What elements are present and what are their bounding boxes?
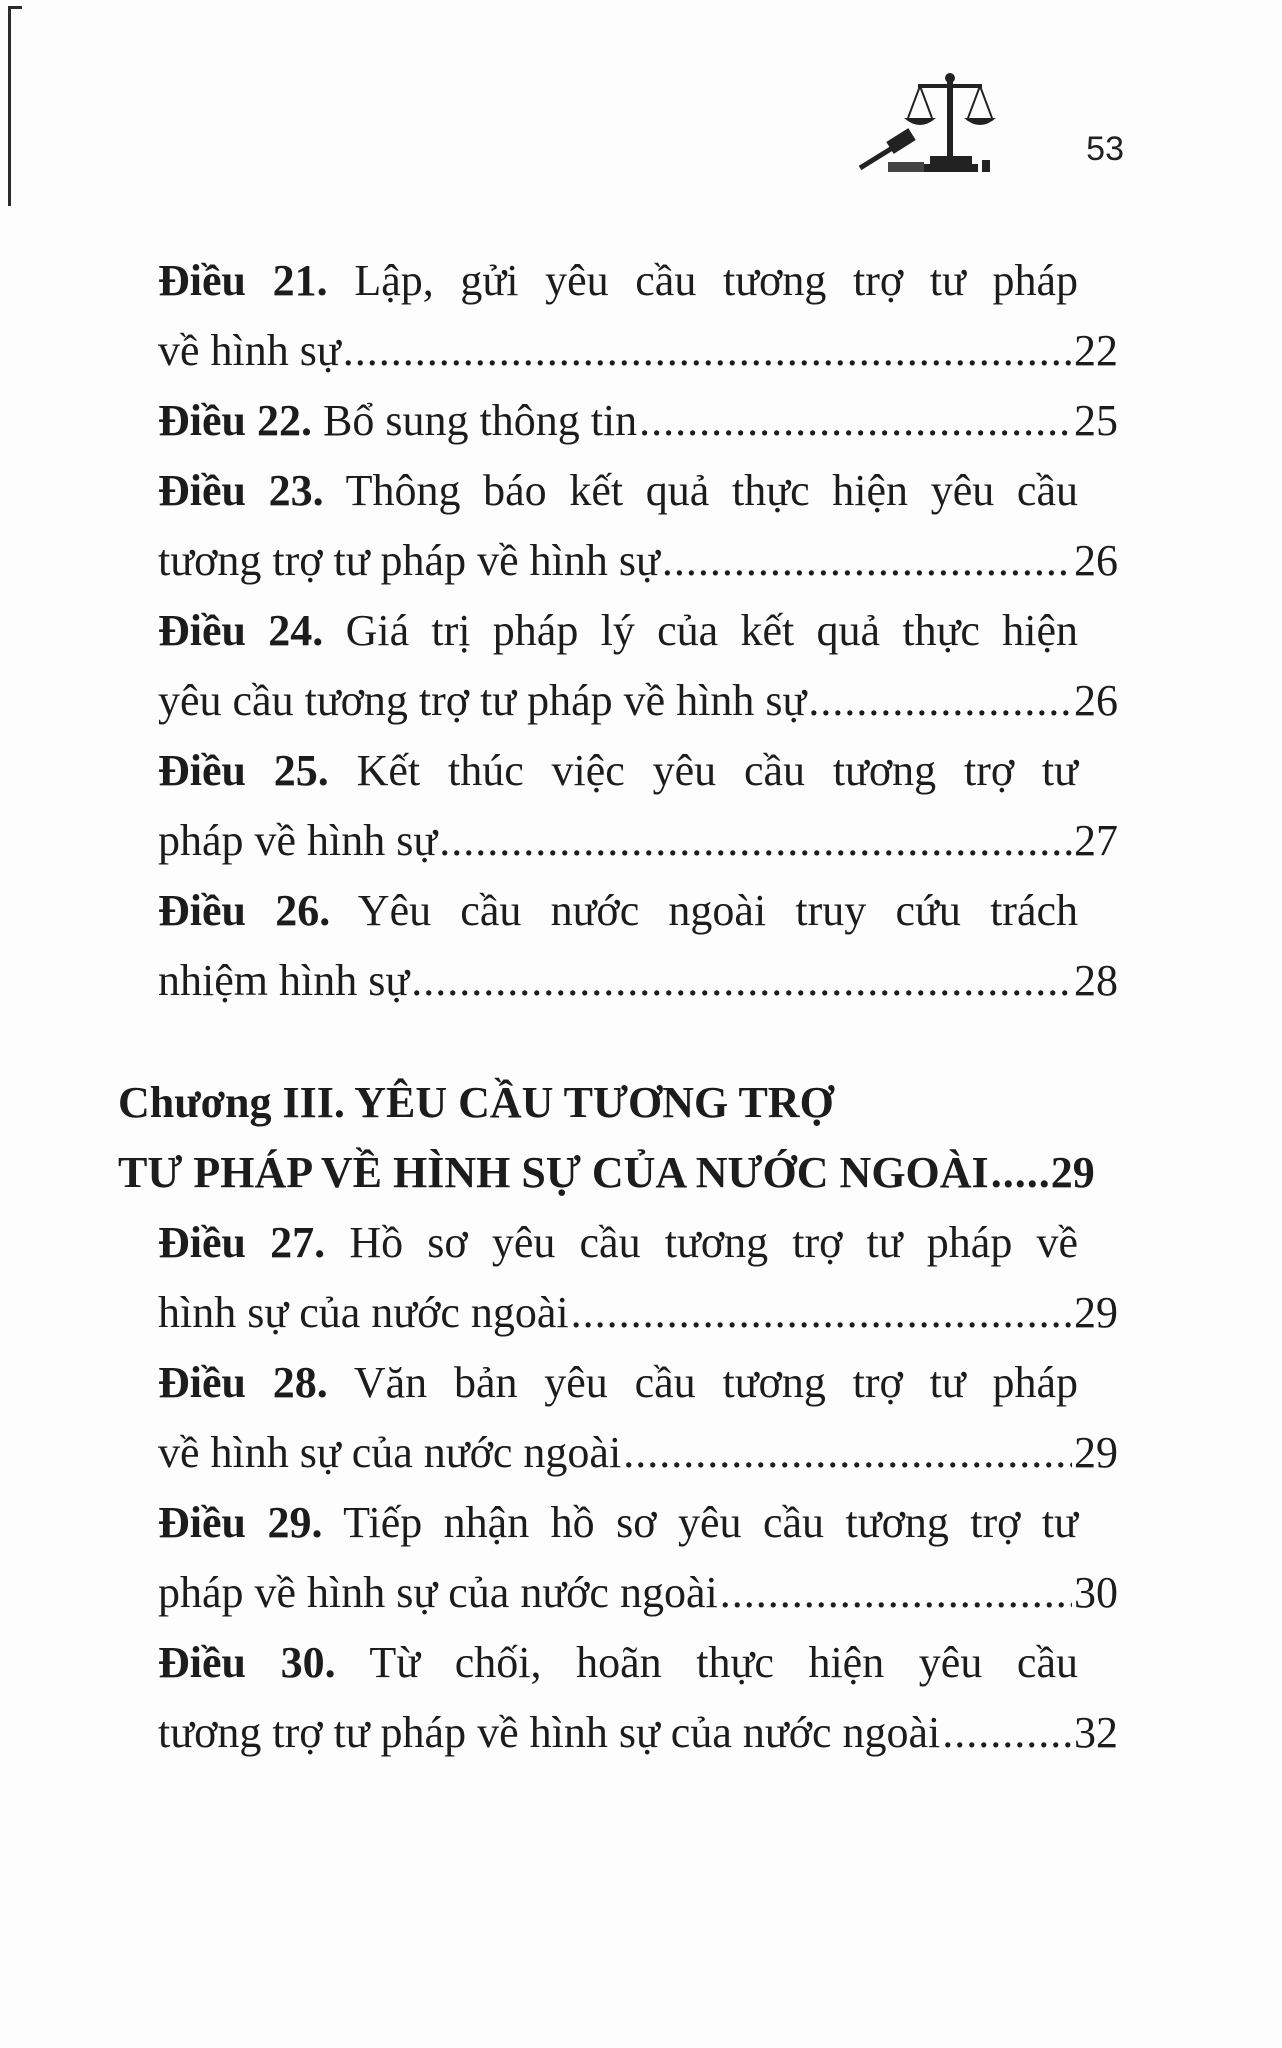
leader-dots: [639, 386, 1072, 456]
toc-entry-label: Điều 25.: [158, 746, 329, 795]
toc-entry-dieu-22[interactable]: [118, 386, 1118, 456]
toc-entry-title-cont: yêu cầu tương trợ tư pháp về hình sự: [158, 676, 807, 725]
toc-entry-page: 32: [1074, 1708, 1118, 1757]
chapter-title-cont: TƯ PHÁP VỀ HÌNH SỰ CỦA NƯỚC NGOÀI: [118, 1148, 989, 1197]
toc-entry-label: Điều 27.: [158, 1218, 326, 1267]
toc-entry-title: Văn bản yêu cầu tương trợ tư pháp: [353, 1358, 1078, 1407]
toc-entry-title-cont: tương trợ tư pháp về hình sự của nước ngoài: [158, 1708, 941, 1757]
leader-dots: [662, 526, 1072, 596]
toc-entry-page: 26: [1074, 536, 1118, 585]
toc-entry-title: Thông báo kết quả thực hiện yêu cầu: [345, 466, 1078, 515]
page-edge-mark: [8, 6, 11, 206]
toc-entry-page: 22: [1074, 326, 1118, 375]
toc-entry-title: Giá trị pháp lý của kết quả thực hiện: [345, 606, 1079, 655]
toc-entry-page: 26: [1074, 676, 1118, 725]
toc-entry-label: Điều 29.: [158, 1498, 323, 1547]
toc-entry-title-cont: về hình sự của nước ngoài: [158, 1428, 622, 1477]
toc-entry-label: Điều 28.: [158, 1358, 328, 1407]
table-of-contents: [118, 246, 1118, 1768]
page-edge-mark-top: [8, 6, 22, 9]
toc-entry-page: 29: [1074, 1288, 1118, 1337]
chapter-page: 29: [1050, 1148, 1095, 1197]
toc-entry-page: 29: [1074, 1428, 1118, 1477]
toc-entry-title: Bổ sung thông tin: [323, 396, 638, 445]
leader-dots: [720, 1558, 1072, 1628]
toc-entry-title: Yêu cầu nước ngoài truy cứu trách: [357, 886, 1079, 935]
leader-dots: [942, 1698, 1072, 1768]
toc-entry-page: 30: [1074, 1568, 1118, 1617]
toc-entry-title-cont: pháp về hình sự: [158, 816, 438, 865]
leader-dots: [571, 1278, 1072, 1348]
leader-dots: [439, 806, 1072, 876]
leader-dots: [808, 666, 1072, 736]
leader-dots: [623, 1418, 1072, 1488]
toc-entry-dieu-26[interactable]: [118, 876, 1118, 1016]
page-number: 53: [1086, 130, 1124, 168]
toc-entry-page: 28: [1074, 956, 1118, 1005]
leader-dots: [343, 316, 1072, 386]
toc-entry-label: Điều 26.: [158, 886, 331, 935]
toc-entry-dieu-29[interactable]: [118, 1488, 1118, 1628]
toc-entry-title-cont: nhiệm hình sự: [158, 956, 410, 1005]
toc-entry-title-cont: tương trợ tư pháp về hình sự: [158, 536, 660, 585]
toc-entry-label: Điều 24.: [158, 606, 324, 655]
toc-chapter-iii[interactable]: [118, 1068, 1118, 1208]
toc-entry-title-cont: hình sự của nước ngoài: [158, 1288, 569, 1337]
toc-entry-page: 27: [1074, 816, 1118, 865]
toc-entry-dieu-25[interactable]: [118, 736, 1118, 876]
toc-entry-dieu-23[interactable]: [118, 456, 1118, 596]
leader-dots: [991, 1138, 1049, 1208]
toc-entry-title-cont: về hình sự: [158, 326, 341, 375]
toc-entry-title: Lập, gửi yêu cầu tương trợ tư pháp: [354, 256, 1079, 305]
toc-entry-title: Hồ sơ yêu cầu tương trợ tư pháp về: [349, 1218, 1079, 1267]
scales-and-gavel-icon: [858, 64, 1038, 176]
toc-entry-page: 25: [1074, 396, 1118, 445]
toc-entry-label: Điều 23.: [158, 466, 324, 515]
toc-entry-dieu-21[interactable]: [118, 246, 1118, 386]
toc-entry-title-cont: pháp về hình sự của nước ngoài: [158, 1568, 718, 1617]
toc-entry-title: Từ chối, hoãn thực hiện yêu cầu: [369, 1638, 1078, 1687]
chapter-title: Chương III. YÊU CẦU TƯƠNG TRỢ: [118, 1078, 834, 1127]
toc-entry-dieu-24[interactable]: [118, 596, 1118, 736]
leader-dots: [411, 946, 1072, 1016]
toc-entry-label: Điều 30.: [158, 1638, 336, 1687]
toc-entry-label: Điều 21.: [158, 256, 328, 305]
toc-entry-label: Điều 22.: [158, 396, 312, 445]
toc-entry-dieu-27[interactable]: [118, 1208, 1118, 1348]
toc-entry-title: Tiếp nhận hồ sơ yêu cầu tương trợ tư: [343, 1498, 1078, 1547]
toc-entry-dieu-30[interactable]: [118, 1628, 1118, 1768]
toc-entry-dieu-28[interactable]: [118, 1348, 1118, 1488]
toc-entry-title: Kết thúc việc yêu cầu tương trợ tư: [356, 746, 1078, 795]
